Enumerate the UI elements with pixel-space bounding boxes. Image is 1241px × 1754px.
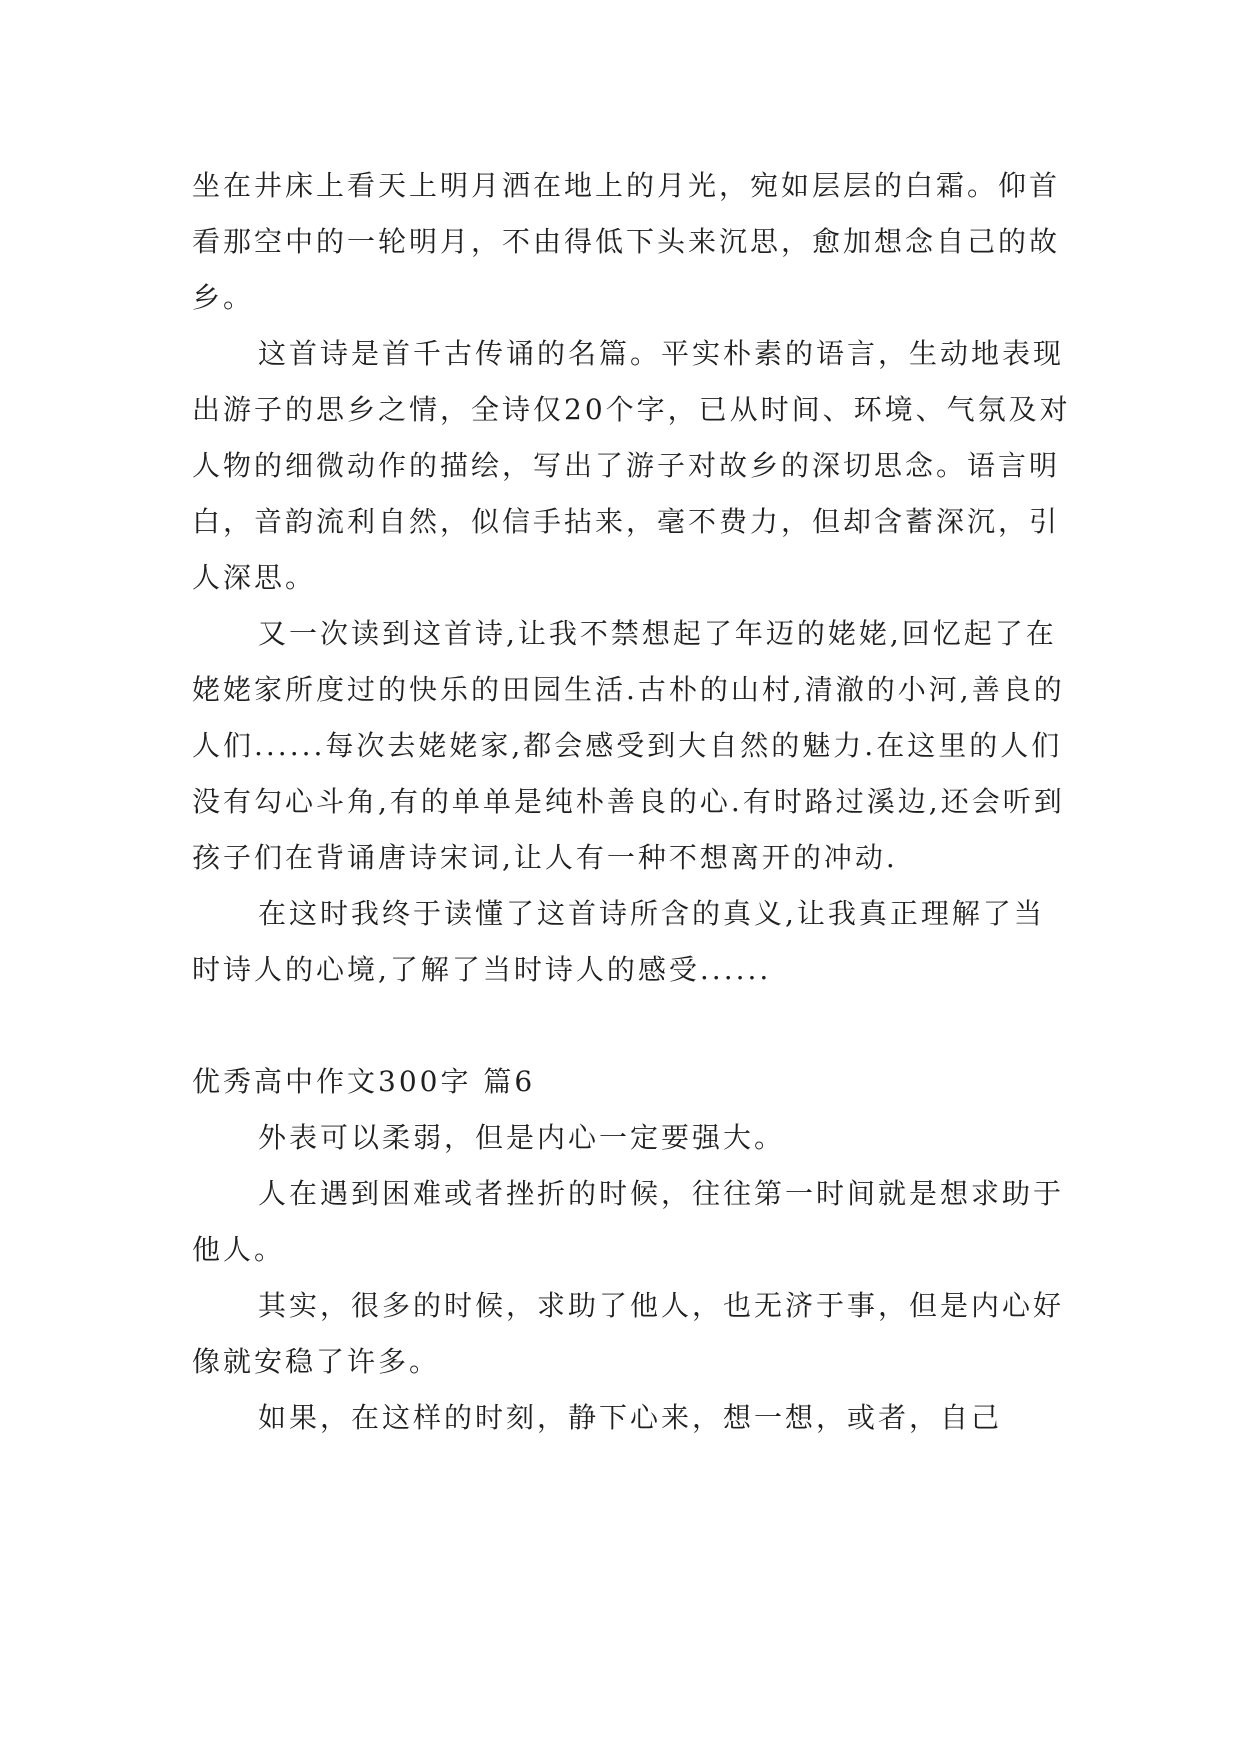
paragraph-poem-commentary: 这首诗是首千古传诵的名篇。平实朴素的语言，生动地表现出游子的思乡之情，全诗仅20个字，已从时间、环境、气氛及对人物的细微动作的描绘，写出了游子对故乡的深切思念。语言明白，音韵流利自然，似信手拈来，毫不费力，但却含蓄深沉，引人深思。	[192, 337, 1071, 594]
paragraph-seeking-help: 人在遇到困难或者挫折的时候，往往第一时间就是想求助于他人。	[192, 1177, 1065, 1266]
paragraph-calm-down: 如果，在这样的时刻，静下心来，想一想，或者，自己	[258, 1401, 1003, 1434]
section-spacer	[192, 998, 1072, 1054]
section-heading: 优秀高中作文300字 篇6	[192, 1065, 536, 1098]
paragraph-moonlight-description: 坐在井床上看天上明月洒在地上的月光，宛如层层的白霜。仰首看那空中的一轮明月，不由得低下头来沉思，愈加想念自己的故乡。	[192, 169, 1061, 314]
paragraph-grandma-memory: 又一次读到这首诗,让我不禁想起了年迈的姥姥,回忆起了在姥姥家所度过的快乐的田园生活.古朴的山村,清澈的小河,善良的人们......每次去姥姥家,都会感受到大自然的魅力.在这里的人们没有勾心斗角,有的单单是纯朴善良的心.有时路过溪边,还会听到孩子们在背诵唐诗宋词,让人有一种不想离开的冲动.	[192, 617, 1065, 874]
paragraph-understanding: 在这时我终于读懂了这首诗所含的真义,让我真正理解了当时诗人的心境,了解了当时诗人的感受......	[192, 897, 1045, 986]
paragraph-help-useless: 其实，很多的时候，求助了他人，也无济于事，但是内心好像就安稳了许多。	[192, 1289, 1065, 1378]
paragraph-inner-strength: 外表可以柔弱，但是内心一定要强大。	[258, 1121, 786, 1154]
document-body	[192, 158, 1072, 1446]
